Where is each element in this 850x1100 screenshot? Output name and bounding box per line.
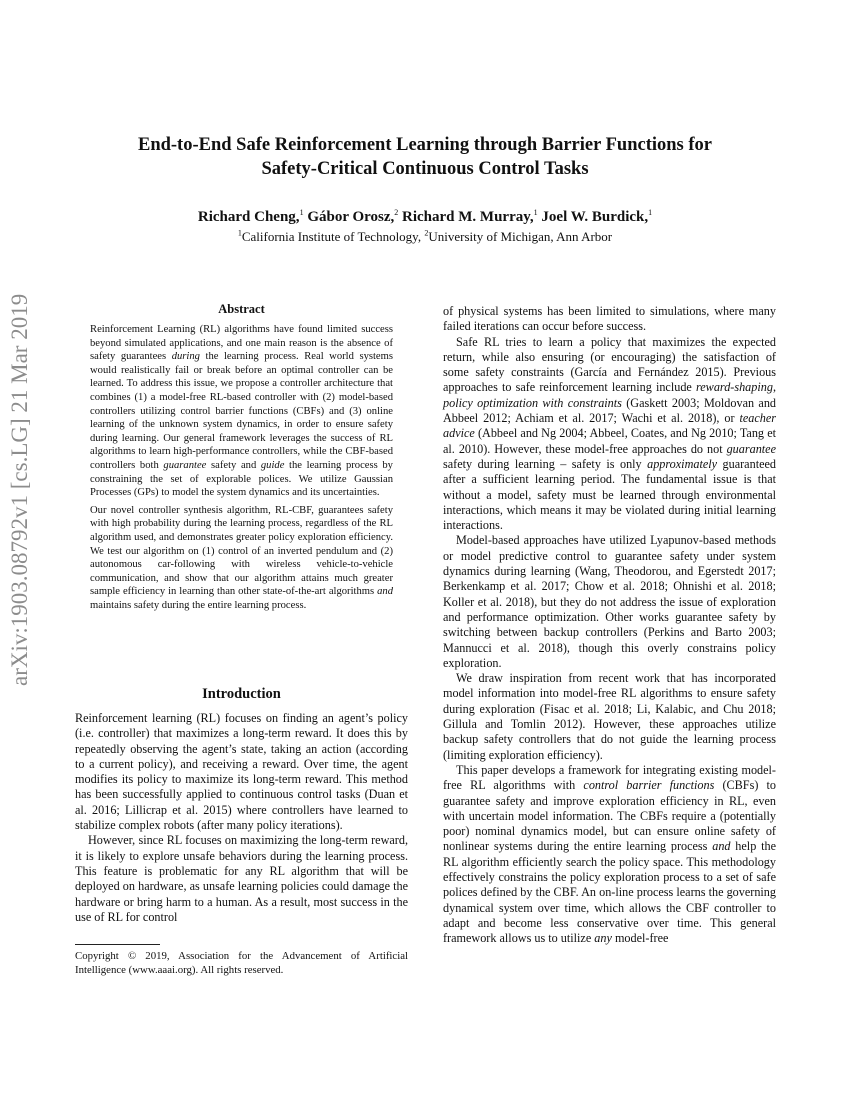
body-paragraph: However, since RL focuses on maximizing the long-term reward, it is likely to explore unsafe behaviors during the learning process. This feature is problematic for any RL algorithm that will be deployed on hardware, as unsafe learning policies could damage the hardware or bring harm to a human. As a result, most success in the use of RL for control: [75, 833, 408, 924]
author-name: Richard Cheng,: [197, 209, 300, 225]
body-paragraph: Safe RL tries to learn a policy that maximizes the expected return, while also ensuring (or encouraging) the satisfaction of some safety constraints (García and Fernández 2015). Previous approaches to safe reinforcement learning include reward-shaping, policy optimization with constraints (Gaskett 2003; Moldovan and Abbeel 2012; Achiam et al. 2017; Wachi et al. 2018), or teacher advice (Abbeel and Ng 2004; Abbeel, Coates, and Ng 2010; Tang et al. 2010). However, these model-free approaches do not guarantee safety during learning – safety is only approximately guaranteed after a sufficient learning period. The fundamental issue is that without a model, safety must be learned through environmental interactions, which means it may be violated during initial learning interactions.: [443, 334, 777, 533]
author-list: [60, 208, 790, 226]
right-column-body: [443, 304, 776, 946]
affiliation-caltech: California Institute of Technology,: [241, 229, 425, 244]
abstract-paragraph: Reinforcement Learning (RL) algorithms have found limited success beyond simulated applications, and one main reason is the absence of safety guarantees during the learning process. Real world systems would realistically fail or break before an optimal controller can be learned. To address this issue, we propose a controller architecture that combines (1) a model-free RL-based controller with (2) model-based controllers utilizing control barrier functions (CBFs) and (3) online learning of the unknown system dynamics, in order to ensure safety during learning. Our general framework leverages the success of RL algorithms to learn high-performance controllers, while the CBF-based controllers both guarantee safety and guide the learning process by constraining the set of explorable polices. We utilize Gaussian Processes (GPs) to model the system dynamics and its uncertainties.: [90, 324, 393, 499]
affiliation-mark: 1: [237, 228, 242, 238]
body-paragraph: Model-based approaches have utilized Lyapunov-based methods or model predictive control to guarantee safety under system dynamics during learning (Wang, Theodorou, and Egerstedt 2017; Berkenkamp et al. 2017; Chow et al. 2018; Ohnishi et al. 2018; Koller et al. 2018), but they do not address the issue of exploration and performance optimization. Other works guarantee safety by switching between backup controllers (Perkins and Barto 2003; Mannucci et al. 2018), though this overly constrains policy exploration.: [443, 533, 776, 670]
copyright-notice: Copyright © 2019, Association for the Advancement of Artificial Intelligence (www.aaai.org). All rights reserved.: [75, 950, 408, 976]
body-paragraph: Reinforcement learning (RL) focuses on finding an agent’s policy (i.e. controller) that maximizes a long-term reward. It does this by repeatedly observing the agent’s state, taking an action (according to a current policy), and receiving a reward. Over time, the agent modifies its policy to maximize its long-term reward. This method has been successfully applied to continuous control tasks (Duan et al. 2016; Lillicrap et al. 2015) where controllers have learned to stabilize complex robots (after many policy iterations).: [75, 711, 408, 833]
abstract-body: [90, 323, 393, 616]
affiliation-mark: 1: [533, 208, 538, 217]
body-paragraph: We draw inspiration from recent work that has incorporated model information into model-free RL algorithms to ensure safety during exploration (Fisac et al. 2018; Li, Kalabic, and Chu 2018; Gillula and Tomlin 2012). However, these approaches utilize backup safety controllers that do not guide the learning process (limiting exploration efficiency).: [443, 671, 776, 762]
body-paragraph: of physical systems has been limited to simulations, where many failed iterations can occur before success.: [443, 304, 776, 334]
author-name: Richard M. Murray,: [402, 209, 534, 225]
affiliation-mark: 1: [299, 208, 304, 217]
introduction-body: [75, 711, 408, 925]
affiliation-mark: 2: [424, 228, 429, 238]
affiliation-mark: 2: [394, 208, 399, 217]
affiliation-umich: University of Michigan, Ann Arbor: [428, 229, 613, 244]
paper-title: [60, 133, 790, 181]
author-name: Gábor Orosz,: [307, 209, 395, 225]
abstract-paragraph: Our novel controller synthesis algorithm, RL-CBF, guarantees safety with high probability during the learning process, regardless of the RL algorithm used, and demonstrates greater policy exploration efficiency. We test our algorithm on (1) control of an inverted pendulum and (2) autonomous car-following with wireless vehicle-to-vehicle communication, and show that our algorithm attains much greater sample efficiency in learning than other state-of-the-art algorithms and maintains safety during the entire learning process.: [90, 504, 393, 611]
affiliations: [60, 228, 790, 245]
body-paragraph: This paper develops a framework for integrating existing model-free RL algorithms with control barrier functions (CBFs) to guarantee safety and improve exploration efficiency in RL, even with uncertain model information. The CBFs require a (potentially poor) nominal dynamics model, but can ensure online safety of nonlinear systems during the entire learning process and help the RL algorithm efficiently search the policy space. This methodology effectively constrains the policy exploration process to a set of safe polices defined by the CBF. An on-line process learns the governing dynamical system over time, which allows the CBF controller to adapt and become less conservative over time. This general framework allows us to utilize any model-free: [443, 762, 776, 946]
author-name: Joel W. Burdick,: [541, 209, 649, 225]
arxiv-identifier: arXiv:1903.08792v1 [cs.LG] 21 Mar 2019: [7, 293, 32, 687]
footnote-rule: [75, 944, 160, 945]
affiliation-mark: 1: [648, 208, 653, 217]
abstract-heading: Abstract: [218, 302, 265, 316]
introduction-heading: Introduction: [202, 686, 281, 702]
title-line-1: End-to-End Safe Reinforcement Learning through Barrier Functions for: [137, 135, 712, 155]
title-line-2: Safety-Critical Continuous Control Tasks: [261, 159, 589, 179]
